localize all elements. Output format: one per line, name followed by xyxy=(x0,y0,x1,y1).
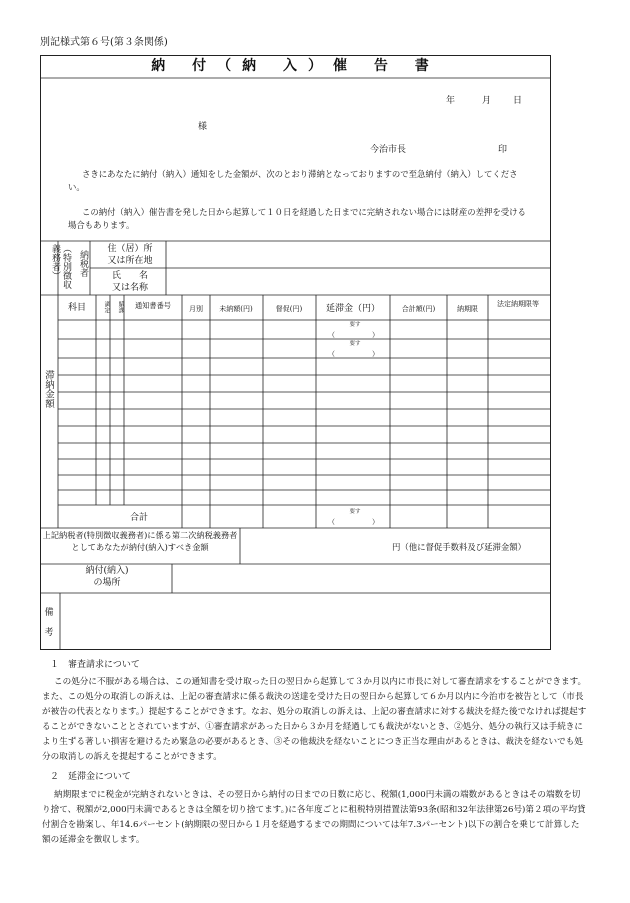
payment-place-label-sub: の場所 xyxy=(93,578,121,588)
header-total: 合計額(円) xyxy=(401,305,436,313)
header-due-date: 納期限 xyxy=(457,305,478,313)
paren-open-1: （ xyxy=(328,331,335,339)
address-label-sub: 又は所在地 xyxy=(107,256,153,266)
header-delinquency: 延滞金（円） xyxy=(325,304,380,314)
remarks-label: 備 xyxy=(44,608,54,618)
issuer: 今治市長 xyxy=(370,145,407,155)
paren-close-1: ） xyxy=(372,331,379,339)
urge-paragraph: さきにあなたに納付（納入）通知をした金額が、次のとおり滞納となっておりますので至急納付（納入）してください。 xyxy=(68,169,518,192)
table-side-label: 滞納金額 xyxy=(43,370,54,408)
header-term: 月別 xyxy=(189,305,203,313)
required-mark-total: 要す xyxy=(349,509,361,515)
header-legal-due-date: 法定納期限等 xyxy=(497,300,539,308)
required-mark-2: 要す xyxy=(349,341,361,347)
date-month: 月 xyxy=(482,96,492,106)
note-heading-delinquency: ２ 延滞金について xyxy=(50,772,131,782)
seizure-warning: この納付（納入）催告書を発した日から起算して１０日を経過した日までに完納されない場合には財産の差押を受ける場合もあります。 xyxy=(68,207,526,230)
secondary-amount-note: 円（他に督促手数料及び延滞金額） xyxy=(392,542,526,552)
paren-close-total: ） xyxy=(372,518,379,526)
name-label-sub: 又は名称 xyxy=(111,283,148,293)
addressee-suffix: 様 xyxy=(198,122,208,132)
form-title: 納 付（納 入）催 告 書 xyxy=(151,58,440,74)
note-body-review: この処分に不服がある場合は、この通知書を受け取った日の翌日から起算して３か月以内に市長に対して審査請求をすることができます。また、この処分の取消しの訴えは、上記の審査請求に係る裁決の送達を受けた日の翌日から起算して６か月以内に今治市を被告として（市長が被告の代表となります。）提起することができます。なお、処分の取消しの訴えは、上記の審査請求に対する裁決を経た後でなければ提起することができないこととされていますが、①審査請求があった日から３か月を経過しても裁決がないとき、②処分、処分の執行又は手続きにより生ずる著しい損害を避けるため緊急の必要があるとき、③その他裁決を経ないことにつき正当な理由があるときは、裁決を経ないでも処分の取消しの訴えを提起することができます。 xyxy=(42,677,587,762)
note-heading-review: １ 審査請求について xyxy=(50,660,140,670)
header-fiscal-year: 賦課 xyxy=(117,301,124,313)
date-day: 日 xyxy=(513,96,523,106)
header-assessment: 調定 xyxy=(103,301,110,313)
form-frame xyxy=(40,55,551,650)
secondary-obligor-label: 上記納税者(特別徴収義務者)に係る第二次納税義務者としてあなたが納付(納入)すべき金額 xyxy=(42,530,238,552)
form-number: 別記様式第６号(第３条関係) xyxy=(40,37,168,48)
date-year: 年 xyxy=(446,96,456,106)
total-row-label: 合計 xyxy=(129,513,148,523)
name-label: 氏 名 xyxy=(111,271,148,281)
payment-place-label: 納付(納入) xyxy=(85,566,129,576)
taxpayer-label: 納税者 xyxy=(78,250,88,277)
paren-close-2: ） xyxy=(372,350,379,358)
required-mark-1: 要す xyxy=(349,322,361,328)
header-notice-no: 通知書番号 xyxy=(135,301,171,310)
header-item: 科目 xyxy=(67,303,86,313)
note-body-delinquency: 納期限までに税金が完納されないときは、その翌日から納付の日までの日数に応じ、税額(1,000円未満の端数があるときはその端数を切り捨て、税額が2,000円未満であるときは全額を切り捨てます。)に各年度ごとに租税特別措置法第93条(昭和32年法律第26号)第２項の平均貸付割合を勘案し、年14.6パーセント(納期限の翌日から１月を経過するまでの期間については年7.3パーセント)以下の割合を乗じて計算した額の延滞金を徴収します。 xyxy=(42,790,586,845)
side-label-outer: 義務者） xyxy=(50,244,60,280)
remarks-label-sub: 考 xyxy=(44,628,54,638)
paren-open-total: （ xyxy=(328,518,335,526)
side-label-inner: （特別徴収 xyxy=(61,244,71,289)
paren-open-2: （ xyxy=(328,350,335,358)
header-dunning: 督促(円) xyxy=(275,305,303,313)
address-label: 住（居）所 xyxy=(107,244,153,254)
seal-mark: 印 xyxy=(498,145,508,155)
header-unpaid: 未納額(円) xyxy=(219,305,253,313)
